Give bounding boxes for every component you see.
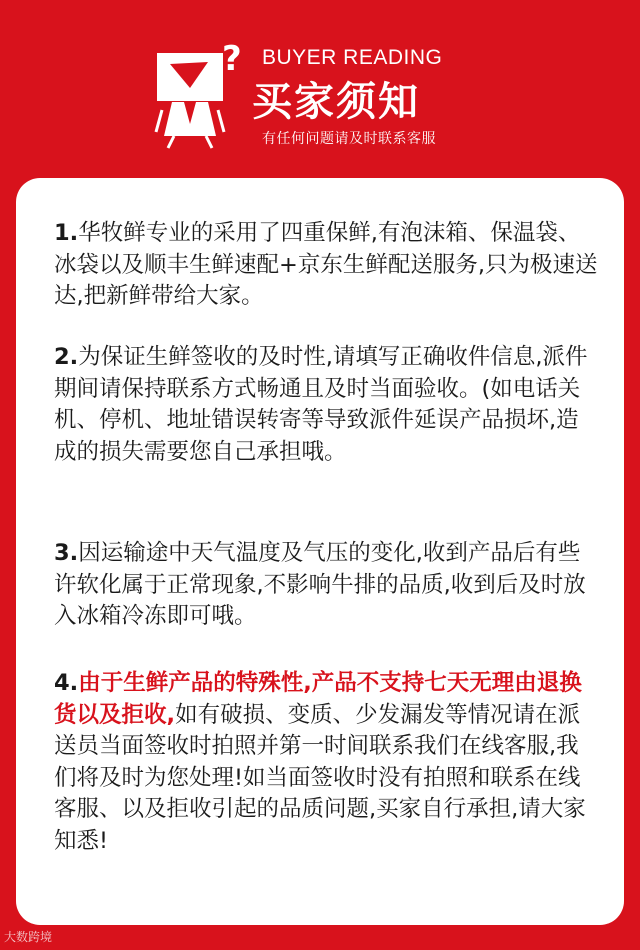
notice-text: 华牧鲜专业的采用了四重保鲜,有泡沫箱、保温袋、冰袋以及顺丰生鲜速配+京东生鲜配送服务,只为极速送达,把新鲜带给大家。: [54, 220, 598, 309]
notice-number: 1.: [54, 220, 79, 246]
notice-item-3: [54, 538, 598, 633]
page-title: 买家须知: [252, 79, 420, 125]
notice-number: 2.: [54, 344, 79, 370]
notice-text: 如有破损、变质、少发漏发等情况请在派送员当面签收时拍照并第一时间联系我们在线客服,我们将及时为您处理!如当面签收时没有拍照和联系在线客服、以及拒收引起的品质问题,买家自行承担,请大家知悉!: [54, 701, 586, 854]
notice-card: [16, 178, 624, 925]
notice-number: 3.: [54, 540, 79, 566]
notice-item-4: [54, 668, 598, 857]
notice-item-1: [54, 218, 598, 313]
notice-highlight: 由于生鲜产品的特殊性,产品不支持七天无理由退换货以及拒收,: [54, 670, 582, 728]
notice-text: 因运输途中天气温度及气压的变化,收到产品后有些许软化属于正常现象,不影响牛排的品质,收到后及时放入冰箱冷冻即可哦。: [54, 540, 586, 629]
watermark: 大数跨境: [4, 930, 53, 944]
notice-item-2: [54, 342, 598, 468]
notice-number: 4.: [54, 670, 79, 696]
svg-text:?: ?: [222, 40, 242, 79]
confused-screen-mascot-icon: [150, 40, 250, 150]
header-subtitle-en: BUYER READING: [262, 46, 443, 69]
notice-text: 为保证生鲜签收的及时性,请填写正确收件信息,派件期间请保持联系方式畅通且及时当面验收。(如电话关机、停机、地址错误转寄等导致派件延误产品损坏,造成的损失需要您自己承担哦。: [54, 344, 588, 465]
header-tagline: 有任何问题请及时联系客服: [262, 131, 436, 147]
header: [0, 0, 640, 180]
